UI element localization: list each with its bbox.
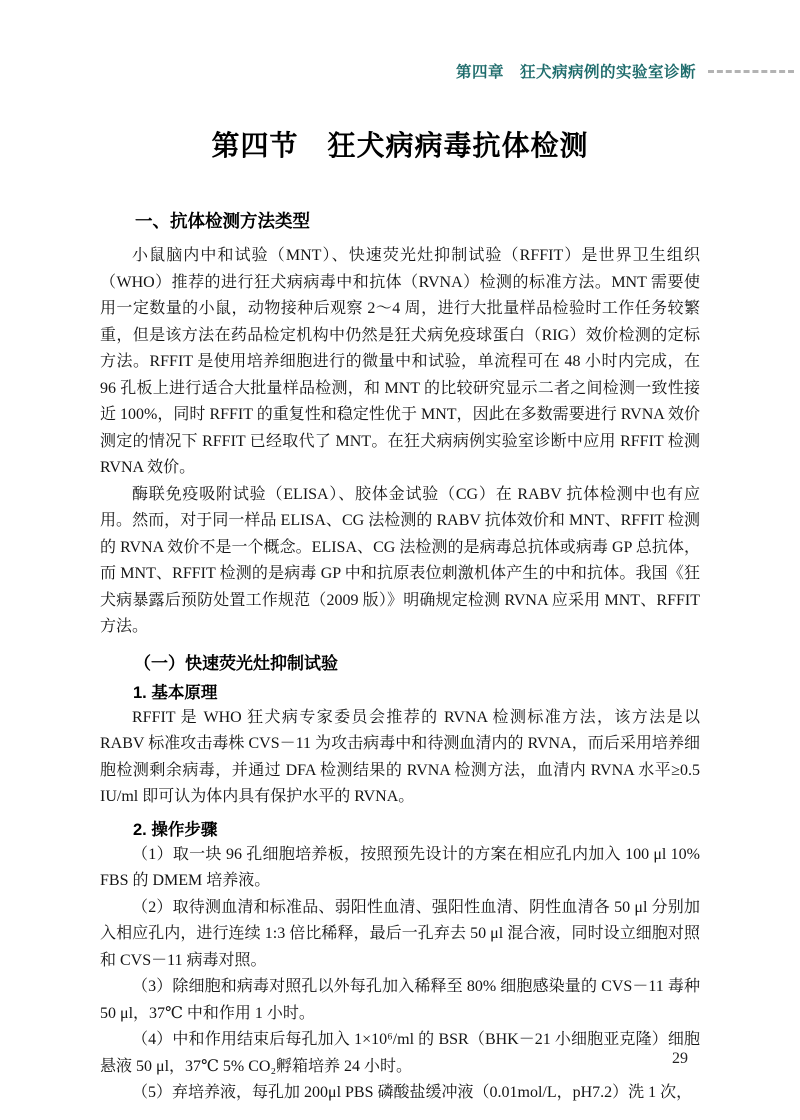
section-title: 第四节 狂犬病病毒抗体检测 xyxy=(211,130,589,161)
chapter-header-label: 第四章 狂犬病病例的实验室诊断 xyxy=(455,64,696,81)
heading-antibody-method-types: 一、抗体检测方法类型 xyxy=(135,211,310,231)
principle-paragraph: RFFIT 是 WHO 狂犬病专家委员会推荐的 RVNA 检测标准方法，该方法是以 RABV 标准攻击毒株 CVS－11 为攻击病毒中和待测血清内的 RVNA，而后采用培养细胞检测剩余病毒，并通过 DFA 检测结果的 RVNA 检测方法，血清内 RVNA 水平≥0.5 IU/ml 即可认为体内具有保护水平的 RVNA。 xyxy=(100,708,700,805)
page-number: 29 xyxy=(672,1050,688,1067)
procedure-step-4: （4）中和作用结束后每孔加入 1×10⁶/ml 的 BSR（BHK－21 小细胞亚克隆）细胞悬液 50 μl，37℃ 5% CO₂孵箱培养 24 小时。 xyxy=(100,1031,700,1075)
procedure-step-1: （1）取一块 96 孔细胞培养板，按照预先设计的方案在相应孔内加入 100 μl 10% FBS 的 DMEM 培养液。 xyxy=(100,845,700,889)
body-paragraph-2: 酶联免疫吸附试验（ELISA）、胶体金试验（CG）在 RABV 抗体检测中也有应用。然而，对于同一样品 ELISA、CG 法检测的 RABV 抗体效价和 MNT、RFFIT 检测的 RVNA 效价不是一个概念。ELISA、CG 法检测的是病毒总抗体或病毒 GP 总抗体，而 MNT、RFFIT 检测的是病毒 GP 中和抗原表位刺激机体产生的中和抗体。我国《狂犬病暴露后预防处置工作规范（2009 版）》明确规定检测 RVNA 应采用 MNT、RFFIT 方法。 xyxy=(100,485,700,635)
running-header xyxy=(100,60,794,82)
heading-rffit-subsection: （一）快速荧光灶抑制试验 xyxy=(134,653,338,673)
heading-basic-principle: 1. 基本原理 xyxy=(133,683,218,702)
body-paragraph-1: 小鼠脑内中和试验（MNT）、快速荧光灶抑制试验（RFFIT）是世界卫生组织（WHO）推荐的进行狂犬病病毒中和抗体（RVNA）检测的标准方法。MNT 需要使用一定数量的小鼠，动物接种后观察 2～4 周，进行大批量样品检验时工作任务较繁重，但是该方法在药品检定机构中仍然是狂犬病免疫球蛋白（RIG）效价检测的定标方法。RFFIT 是使用培养细胞进行的微量中和试验，单流程可在 48 小时内完成，在 96 孔板上进行适合大批量样品检测，和 MNT 的比较研究显示二者之间检测一致性接近 100%，同时 RFFIT 的重复性和稳定性优于 MNT，因此在多数需要进行 RVNA 效价测定的情况下 RFFIT 已经取代了 MNT。在狂犬病病例实验室诊断中应用 RFFIT 检测 RVNA 效价。 xyxy=(100,247,700,476)
procedure-step-5: （5）弃培养液，每孔加 200μl PBS 磷酸盐缓冲液（0.01mol/L，pH7.2）洗 1 次， xyxy=(132,1084,693,1101)
header-dash-rule xyxy=(708,70,794,73)
heading-procedure: 2. 操作步骤 xyxy=(133,820,218,839)
procedure-step-2: （2）取待测血清和标准品、弱阳性血清、强阳性血清、阴性血清各 50 μl 分别加入相应孔内，进行连续 1:3 倍比稀释，最后一孔弃去 50 μl 混合液，同时设立细胞对照和 CVS－11 病毒对照。 xyxy=(100,898,700,969)
procedure-step-3: （3）除细胞和病毒对照孔以外每孔加入稀释至 80% 细胞感染量的 CVS－11 毒种 50 μl，37℃ 中和作用 1 小时。 xyxy=(100,978,700,1022)
